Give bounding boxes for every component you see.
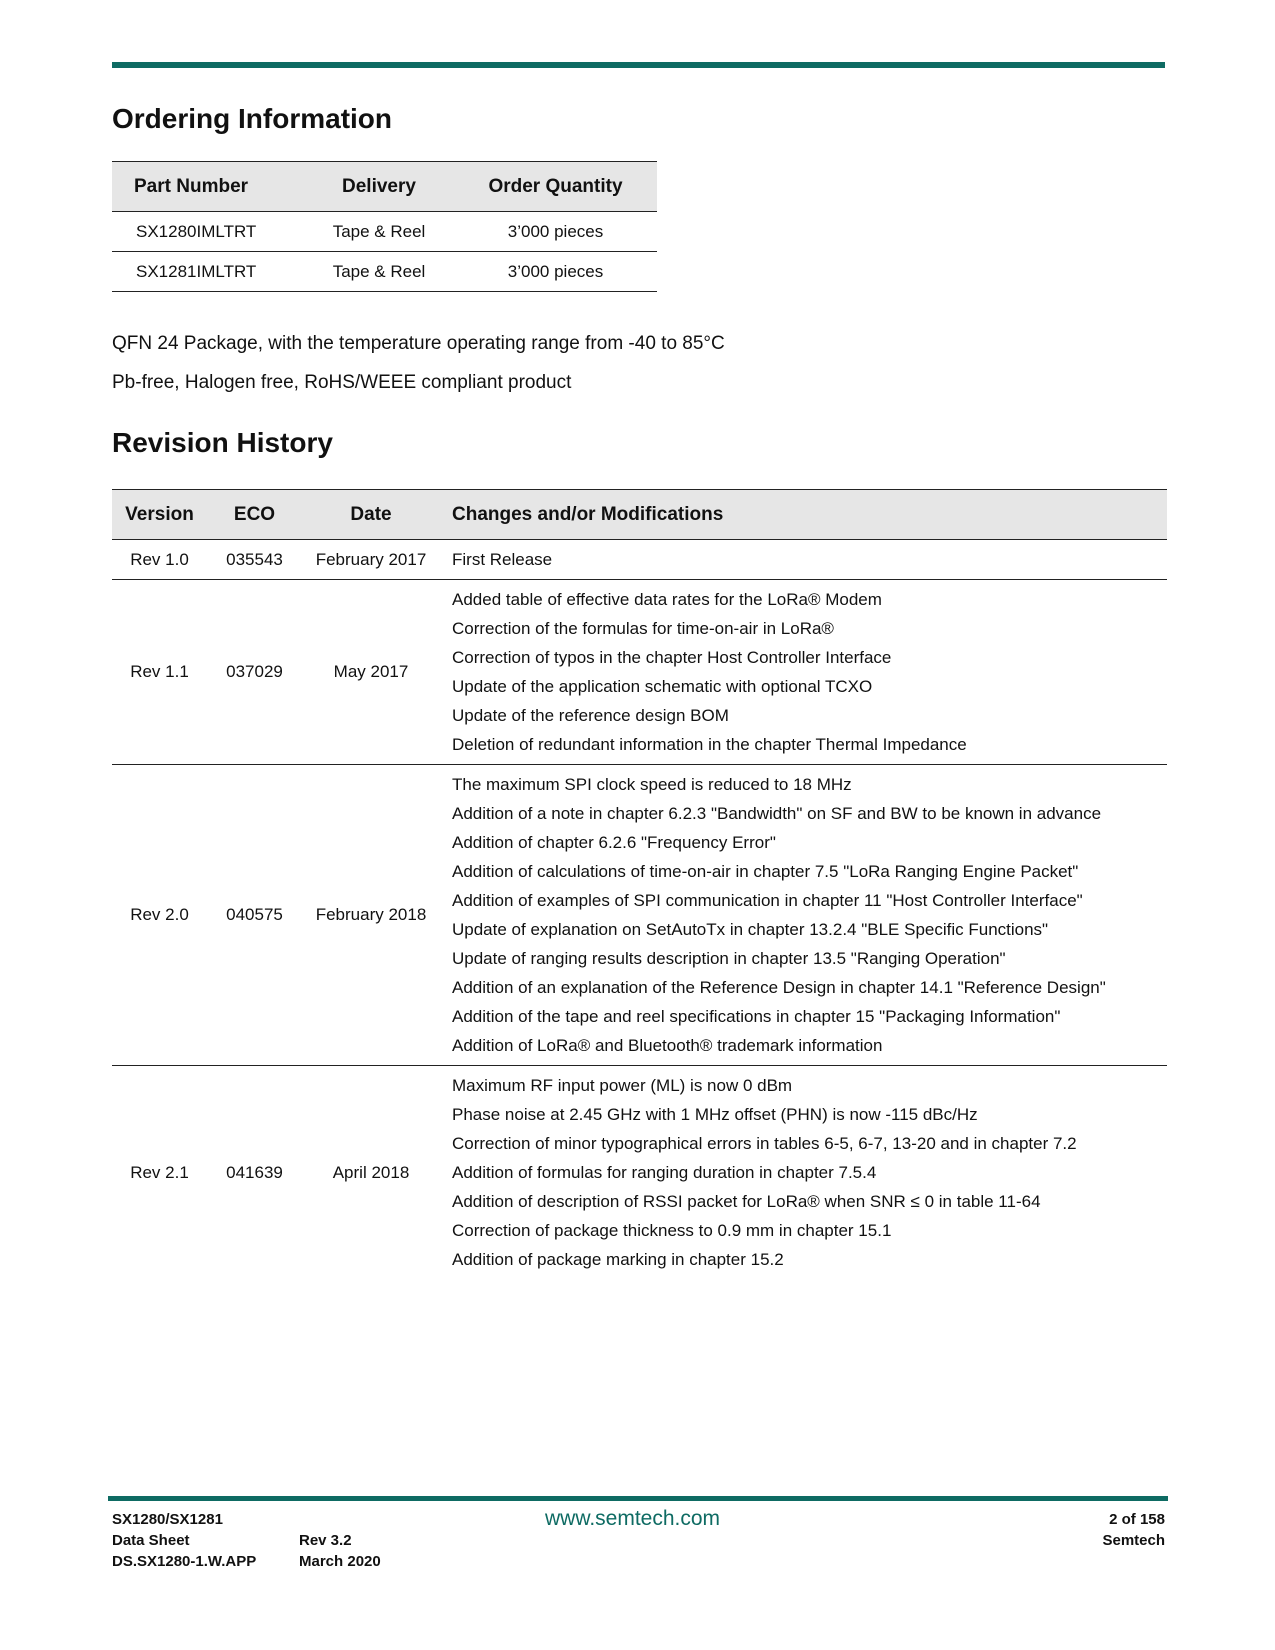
revision-title: Revision History <box>112 427 333 458</box>
footer-doc-type: Data Sheet <box>112 1532 190 1549</box>
footer-url-link[interactable]: www.semtech.com <box>545 1507 721 1530</box>
change-item: Deletion of redundant information in the chapter Thermal Impedance <box>452 735 967 754</box>
date: May 2017 <box>302 580 440 765</box>
order-quantity: 3’000 pieces <box>454 252 657 292</box>
change-item: Addition of description of RSSI packet for LoRa® when SNR ≤ 0 in table 11-64 <box>452 1192 1041 1211</box>
footer-middle <box>299 1530 381 1572</box>
footer-page-number: 2 of 158 <box>1109 1511 1165 1528</box>
changes-cell <box>440 540 1167 580</box>
part-number: SX1280IMLTRT <box>112 212 304 252</box>
revision-header-row <box>112 490 1167 540</box>
table-row <box>112 212 657 252</box>
version: Rev 2.0 <box>112 765 207 1066</box>
part-number: SX1281IMLTRT <box>112 252 304 292</box>
change-item: First Release <box>452 550 553 569</box>
eco: 035543 <box>207 540 302 580</box>
header-order-quantity: Order Quantity <box>454 162 657 212</box>
delivery: Tape & Reel <box>304 212 454 252</box>
table-row <box>112 252 657 292</box>
version: Rev 1.0 <box>112 540 207 580</box>
change-item: Addition of chapter 6.2.6 "Frequency Error" <box>452 833 776 852</box>
date: February 2017 <box>302 540 440 580</box>
change-item: Correction of the formulas for time-on-air in LoRa® <box>452 619 834 638</box>
compliance-note: Pb-free, Halogen free, RoHS/WEEE compliant product <box>112 372 572 393</box>
revision-table <box>112 489 1167 1279</box>
changes-cell <box>440 580 1167 765</box>
date: February 2018 <box>302 765 440 1066</box>
change-item: Added table of effective data rates for the LoRa® Modem <box>452 590 882 609</box>
change-item: Addition of examples of SPI communication in chapter 11 "Host Controller Interface" <box>452 891 1083 910</box>
footer-rev: Rev 3.2 <box>299 1532 352 1549</box>
change-item: The maximum SPI clock speed is reduced to 18 MHz <box>452 775 852 794</box>
header-changes: Changes and/or Modifications <box>440 490 1167 540</box>
footer-date: March 2020 <box>299 1553 381 1570</box>
version: Rev 1.1 <box>112 580 207 765</box>
footer-doc-id: DS.SX1280-1.W.APP <box>112 1553 257 1570</box>
eco: 040575 <box>207 765 302 1066</box>
ordering-title: Ordering Information <box>112 103 392 134</box>
footer-company: Semtech <box>1102 1532 1165 1549</box>
change-item: Update of ranging results description in chapter 13.5 "Ranging Operation" <box>452 949 1006 968</box>
change-item: Addition of formulas for ranging duration in chapter 7.5.4 <box>452 1163 877 1182</box>
changes-cell <box>440 1066 1167 1280</box>
changes-cell <box>440 765 1167 1066</box>
eco: 041639 <box>226 1162 283 1182</box>
change-item: Correction of package thickness to 0.9 mm in chapter 15.1 <box>452 1221 892 1240</box>
ordering-header-row <box>112 162 657 212</box>
table-row <box>112 580 1167 765</box>
change-item: Addition of calculations of time-on-air in chapter 7.5 "LoRa Ranging Engine Packet" <box>452 862 1079 881</box>
header-delivery: Delivery <box>304 162 454 212</box>
change-item: Correction of typos in the chapter Host Controller Interface <box>452 648 892 667</box>
table-row <box>112 540 1167 580</box>
delivery: Tape & Reel <box>304 252 454 292</box>
bottom-rule <box>108 1496 1168 1501</box>
footer-product: SX1280/SX1281 <box>112 1511 223 1528</box>
change-item: Phase noise at 2.45 GHz with 1 MHz offset (PHN) is now -115 dBc/Hz <box>452 1105 978 1124</box>
header-date: Date <box>302 490 440 540</box>
header-part-number: Part Number <box>112 162 304 212</box>
change-item: Addition of an explanation of the Reference Design in chapter 14.1 "Reference Design" <box>452 978 1106 997</box>
change-item: Update of explanation on SetAutoTx in chapter 13.2.4 "BLE Specific Functions" <box>452 920 1049 939</box>
header-version: Version <box>112 490 207 540</box>
change-item: Maximum RF input power (ML) is now 0 dBm <box>452 1076 793 1095</box>
footer-right <box>1102 1509 1165 1551</box>
change-item: Correction of minor typographical errors in tables 6-5, 6-7, 13-20 and in chapter 7.2 <box>452 1134 1077 1153</box>
table-row <box>112 765 1167 1066</box>
order-quantity: 3’000 pieces <box>454 212 657 252</box>
version: Rev 2.1 <box>130 1162 189 1182</box>
change-item: Update of the reference design BOM <box>452 706 729 725</box>
eco: 037029 <box>207 580 302 765</box>
top-rule <box>112 62 1165 68</box>
change-item: Addition of LoRa® and Bluetooth® trademark information <box>452 1036 883 1055</box>
table-row <box>112 1066 1167 1280</box>
change-item: Addition of the tape and reel specifications in chapter 15 "Packaging Information" <box>452 1007 1061 1026</box>
header-eco: ECO <box>207 490 302 540</box>
footer-left <box>112 1509 256 1572</box>
change-item: Addition of package marking in chapter 15.2 <box>452 1250 784 1269</box>
package-note: QFN 24 Package, with the temperature operating range from -40 to 85°C <box>112 333 725 354</box>
change-item: Addition of a note in chapter 6.2.3 "Bandwidth" on SF and BW to be known in advance <box>452 804 1102 823</box>
change-item: Update of the application schematic with optional TCXO <box>452 677 873 696</box>
ordering-table <box>112 161 657 292</box>
date: April 2018 <box>332 1162 410 1182</box>
